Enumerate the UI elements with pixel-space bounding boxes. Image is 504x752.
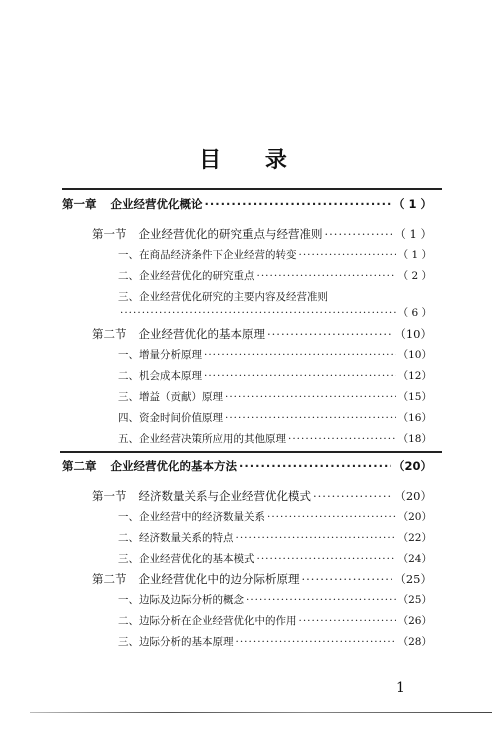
page-number: （10） (397, 349, 432, 361)
chapter-rule (62, 188, 442, 190)
leader-dots (225, 412, 396, 424)
page-number: （16） (397, 412, 432, 424)
item-label: 二、企业经营优化的研究重点 (118, 270, 255, 282)
leader-dots (205, 197, 391, 211)
page-bottom-rule (30, 712, 492, 713)
toc-item (118, 368, 432, 383)
item-label: 五、企业经营决策所应用的其他原理 (118, 433, 286, 445)
leader-dots (236, 636, 396, 648)
page-number: （10） (394, 327, 432, 341)
chapter-number: 第二章 (62, 459, 97, 473)
leader-dots (313, 489, 392, 503)
section-number: 第一节 (92, 489, 127, 503)
leader-dots (204, 370, 396, 382)
toc-item (118, 289, 418, 304)
page-number: （20） (392, 459, 432, 473)
item-label: 二、经济数量关系的特点 (118, 532, 234, 544)
toc-item (118, 268, 432, 283)
toc-item (118, 431, 432, 446)
page-number: （25） (394, 572, 432, 586)
toc-item (118, 634, 432, 649)
toc-item (118, 551, 432, 566)
section-number: 第二节 (92, 572, 127, 586)
toc-item (118, 592, 432, 607)
toc-item (118, 530, 432, 545)
leader-dots (257, 270, 396, 282)
leader-dots (302, 572, 393, 586)
section-title: 企业经营优化的研究重点与经营准则 (138, 227, 323, 241)
page-number: （ 1 ） (394, 227, 432, 241)
page-number: （18） (397, 433, 432, 445)
leader-dots (288, 433, 396, 445)
toc-chapter (62, 458, 432, 474)
page-number: （12） (397, 370, 432, 382)
toc-section (92, 326, 432, 342)
item-label: 三、边际分析的基本原理 (118, 636, 234, 648)
page-number: （20） (397, 511, 432, 523)
leader-dots (257, 553, 396, 565)
toc-item-continuation (118, 305, 432, 320)
leader-dots (204, 349, 396, 361)
toc-item (118, 509, 432, 524)
item-label: 四、资金时间价值原理 (118, 412, 223, 424)
item-label: 一、企业经营中的经济数量关系 (118, 511, 265, 523)
leader-dots (239, 459, 391, 473)
toc-section (92, 226, 432, 242)
item-label: 一、边际及边际分析的概念 (118, 594, 244, 606)
page-number: （26） (397, 615, 432, 627)
leader-dots (236, 532, 396, 544)
page-number: （28） (397, 636, 432, 648)
leader-dots (225, 391, 396, 403)
section-number: 第一节 (92, 227, 127, 241)
page-number: （ 6 ） (397, 307, 432, 319)
leader-dots (299, 249, 396, 261)
toc-item (118, 247, 432, 262)
page-number: （ 2 ） (397, 270, 432, 282)
page-title: 目 录 (199, 147, 305, 173)
leader-dots (299, 615, 396, 627)
item-label: 三、增益（贡献）原理 (118, 391, 223, 403)
page-number: （ 1 ） (392, 197, 432, 211)
leader-dots (267, 327, 392, 341)
section-number: 第二节 (92, 327, 127, 341)
section-title: 企业经营优化的基本原理 (138, 327, 265, 341)
item-label: 一、在商品经济条件下企业经营的转变 (118, 249, 297, 261)
toc-section (92, 571, 432, 587)
section-title: 经济数量关系与企业经营优化模式 (138, 489, 311, 503)
page-number-footer: 1 (396, 680, 405, 696)
toc-section (92, 488, 432, 504)
chapter-title: 企业经营优化概论 (110, 197, 203, 211)
page-number: （ 1 ） (397, 249, 432, 261)
toc-item (118, 613, 432, 628)
toc-item (118, 389, 432, 404)
page-number: （22） (397, 532, 432, 544)
item-label: 二、机会成本原理 (118, 370, 202, 382)
toc-item (118, 347, 432, 362)
item-label: 三、企业经营优化研究的主要内容及经营准则 (118, 291, 328, 303)
item-label: 三、企业经营优化的基本模式 (118, 553, 255, 565)
chapter-number: 第一章 (62, 197, 97, 211)
leader-dots (325, 227, 393, 241)
page-number: （20） (394, 489, 432, 503)
page-number: （24） (397, 553, 432, 565)
toc-chapter (62, 196, 432, 212)
chapter-title: 企业经营优化的基本方法 (110, 459, 237, 473)
chapter-rule (60, 451, 442, 453)
leader-dots (267, 511, 396, 523)
page-number: （15） (397, 391, 432, 403)
item-label: 二、边际分析在企业经营优化中的作用 (118, 615, 297, 627)
item-label: 一、增量分析原理 (118, 349, 202, 361)
section-title: 企业经营优化中的边分际析原理 (138, 572, 300, 586)
leader-dots (120, 307, 396, 319)
page-number: （25） (397, 594, 432, 606)
leader-dots (246, 594, 396, 606)
toc-item (118, 410, 432, 425)
